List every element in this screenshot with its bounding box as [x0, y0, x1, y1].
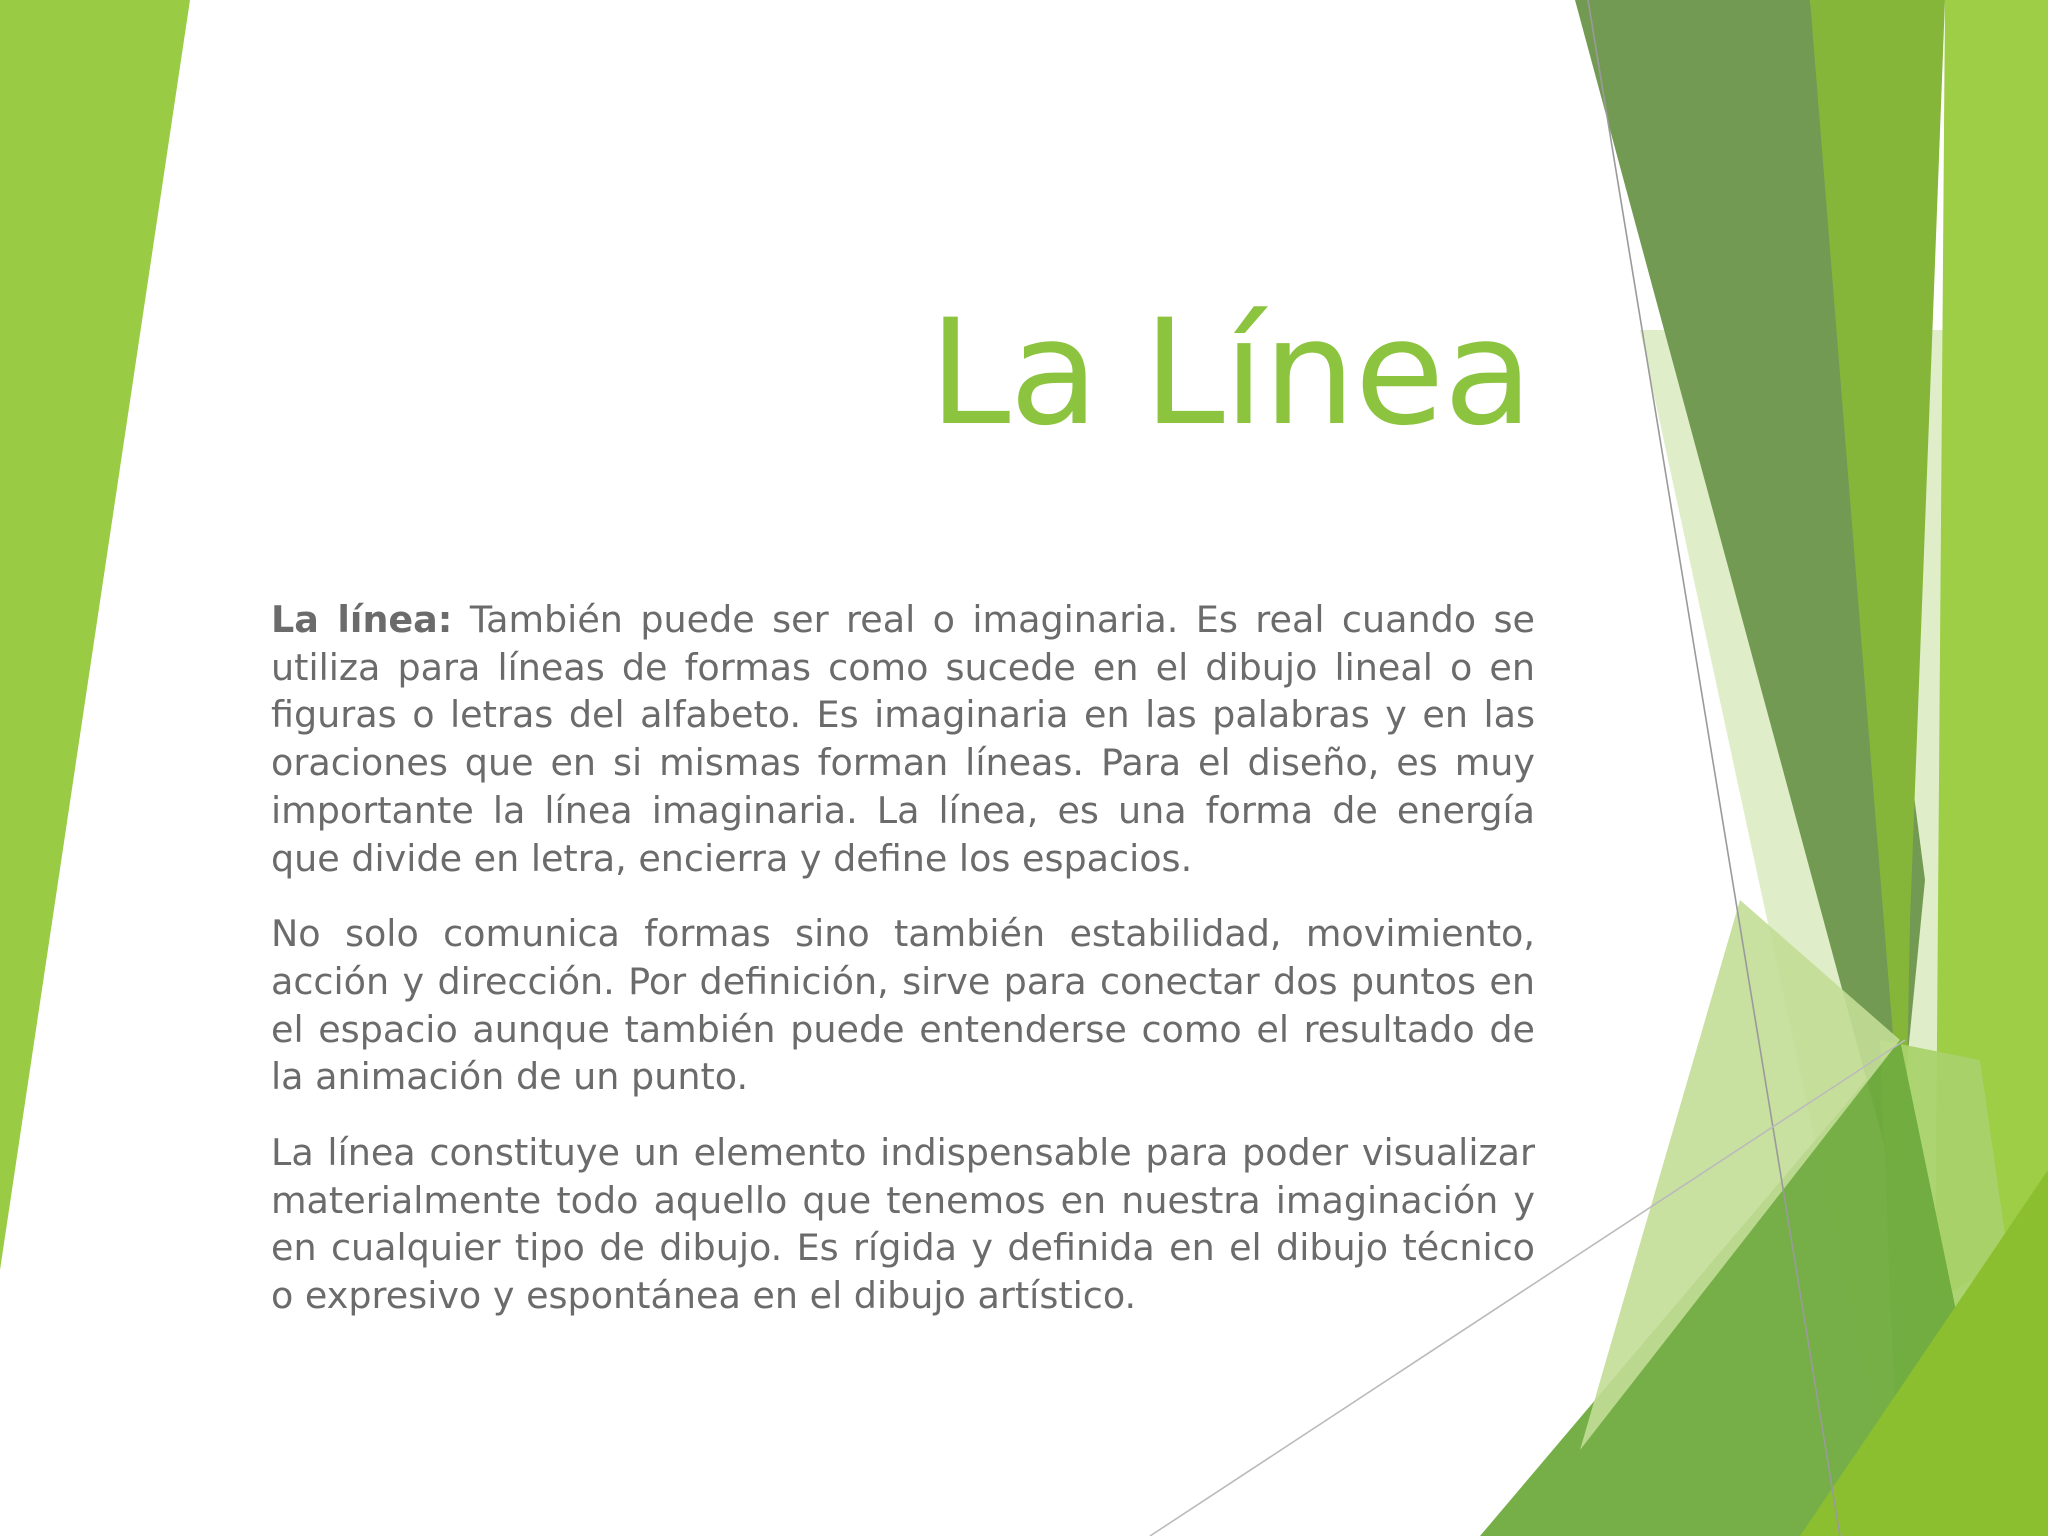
slide-title: La Línea: [929, 288, 1532, 458]
left-green-strip: [0, 0, 190, 1270]
paragraph-1: [271, 596, 1535, 882]
paragraph-1-text: También puede ser real o imaginaria. Es real cuando se utiliza para líneas de formas como sucede en el dibujo lineal o en figuras o letras del alfabeto. Es imaginaria en las palabras y en las oraciones que en si mismas forman líneas. Para el diseño, es muy importante la línea imaginaria. La línea, es una forma de energía que divide en letra, encierra y define los espacios.: [271, 598, 1535, 880]
paragraph-2: No solo comunica formas sino también estabilidad, movimiento, acción y dirección. Por definición, sirve para conectar dos puntos en el espacio aunque también puede entenderse como el resultado de la animación de un punto.: [271, 912, 1535, 1099]
body-text: [271, 596, 1535, 1348]
paragraph-1-lead: La línea:: [271, 598, 453, 641]
paragraph-3: La línea constituye un elemento indispensable para poder visualizar materialmente todo aquello que tenemos en nuestra imaginación y en cualquier tipo de dibujo. Es rígida y definida en el dibujo técnico o expresivo y espontánea en el dibujo artístico.: [271, 1131, 1535, 1318]
